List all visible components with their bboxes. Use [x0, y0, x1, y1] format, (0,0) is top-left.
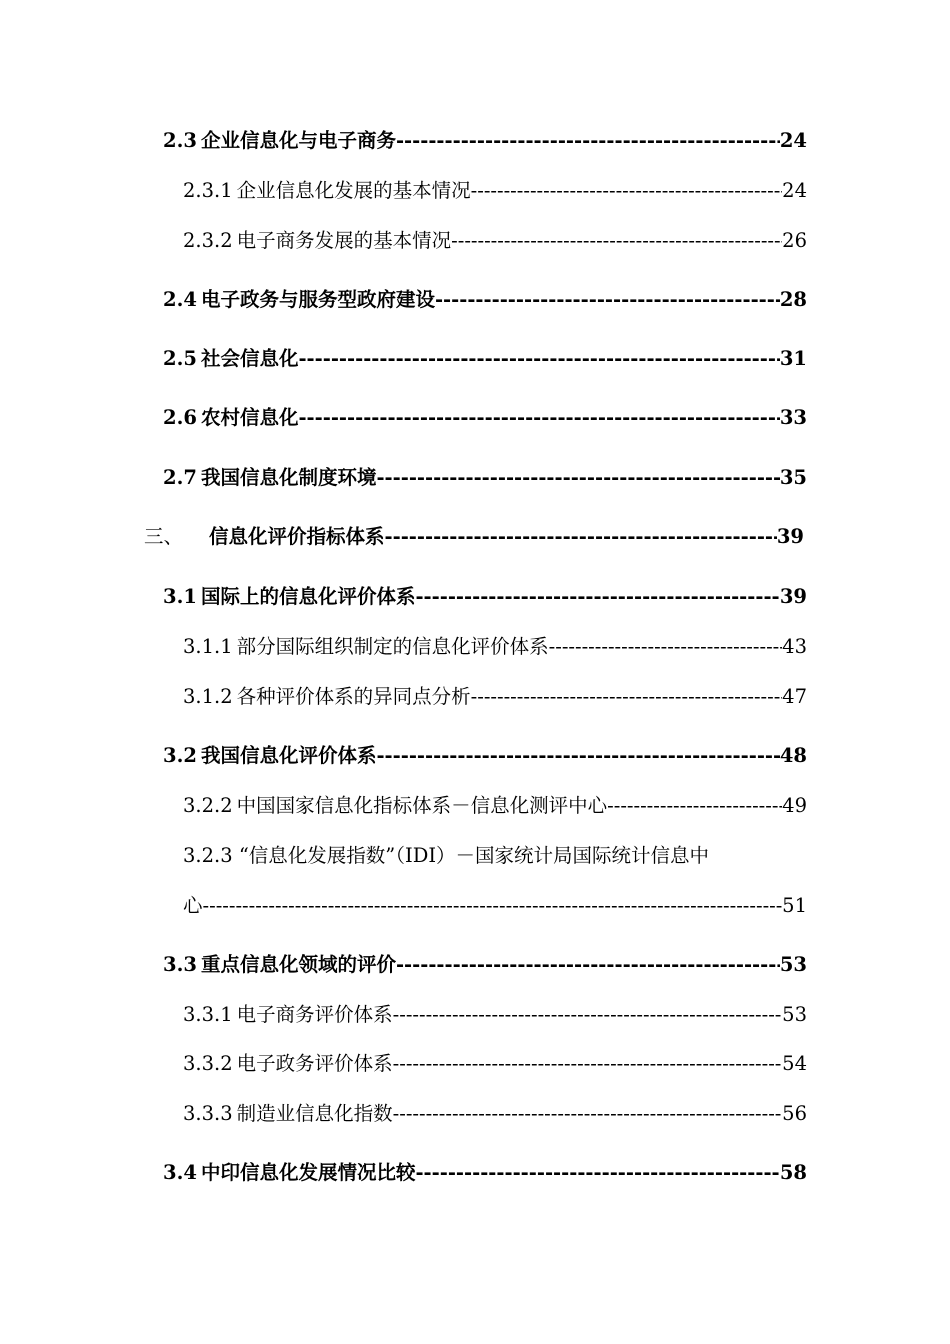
toc-number: 2.4: [163, 288, 197, 311]
toc-number: 3.1.2: [183, 685, 233, 708]
toc-entry-3-3[interactable]: [163, 952, 807, 978]
toc-title: 心: [183, 894, 203, 917]
toc-title: 中印信息化发展情况比较: [200, 1161, 416, 1184]
toc-page: 24: [782, 179, 807, 202]
toc-leader: [396, 128, 780, 154]
toc-title: 农村信息化: [200, 406, 299, 429]
toc-title: 我国信息化评价体系: [200, 744, 377, 767]
toc-title: 部分国际组织制定的信息化评价体系: [236, 635, 549, 658]
toc-number: 3.2.3: [183, 844, 233, 867]
toc-title: 电子商务评价体系: [236, 1003, 393, 1026]
toc-title: 制造业信息化指数: [236, 1102, 393, 1125]
toc-entry-3-3-3[interactable]: [183, 1101, 807, 1127]
toc-page: 43: [782, 635, 807, 658]
toc-page: 47: [782, 685, 807, 708]
toc-page: 28: [779, 288, 807, 311]
toc-leader: [471, 178, 783, 204]
toc-page: 26: [782, 229, 807, 252]
toc-entry-3-2-2[interactable]: [183, 793, 807, 819]
toc-leader: [607, 793, 782, 819]
toc-leader: [298, 346, 779, 372]
toc-entry-2-3[interactable]: [163, 128, 807, 154]
toc-entry-2-4[interactable]: [163, 287, 807, 313]
toc-number: 3.2: [163, 744, 197, 767]
toc-title: “信息化发展指数”（IDI）－国家统计局国际统计信息中: [238, 844, 710, 867]
toc-title: 中国国家信息化指标体系－信息化测评中心: [236, 794, 608, 817]
toc-number: 3.1.1: [183, 635, 233, 658]
toc-entry-3-2-3-continued[interactable]: [183, 893, 807, 919]
toc-page: 48: [779, 744, 807, 767]
toc-page: 51: [782, 894, 807, 917]
toc-number: 2.7: [163, 466, 197, 489]
toc-number: 2.3.2: [183, 229, 233, 252]
toc-title: 我国信息化制度环境: [200, 466, 377, 489]
toc-number: 三、: [144, 525, 184, 548]
toc-leader: [435, 287, 780, 313]
toc-entry-3-3-2[interactable]: [183, 1051, 807, 1077]
toc-title: 信息化评价指标体系: [209, 525, 385, 548]
toc-page: 53: [782, 1003, 807, 1026]
toc-title: 各种评价体系的异同点分析: [236, 685, 471, 708]
toc-number: 3.3.2: [183, 1052, 233, 1075]
toc-number: 2.5: [163, 347, 197, 370]
toc-entry-3-2[interactable]: [163, 743, 807, 769]
toc-entry-2-7[interactable]: [163, 465, 807, 491]
toc-entry-2-3-1[interactable]: [183, 178, 807, 204]
toc-number: 3.3.1: [183, 1003, 233, 1026]
toc-number: 3.2.2: [183, 794, 233, 817]
toc-entry-2-6[interactable]: [163, 405, 807, 431]
toc-number: 3.4: [163, 1161, 197, 1184]
toc-page: 58: [779, 1161, 807, 1184]
toc-title: 企业信息化发展的基本情况: [236, 179, 471, 202]
toc-number: 2.3: [163, 129, 197, 152]
toc-leader: [393, 1002, 783, 1028]
toc-title: 电子政务评价体系: [236, 1052, 393, 1075]
toc-number: 3.3.3: [183, 1102, 233, 1125]
toc-leader: [415, 584, 779, 610]
toc-page: 53: [779, 953, 807, 976]
toc-title: 重点信息化领域的评价: [200, 953, 396, 976]
toc-entry-2-5[interactable]: [163, 346, 807, 372]
toc-entry-3-3-1[interactable]: [183, 1002, 807, 1028]
toc-leader: [385, 524, 777, 550]
toc-leader: [393, 1051, 783, 1077]
toc-page: 31: [779, 347, 807, 370]
toc-entry-3-1-2[interactable]: [183, 684, 807, 710]
toc-leader: [376, 465, 779, 491]
toc-page: 39: [776, 525, 804, 548]
toc-entry-3-1[interactable]: [163, 584, 807, 610]
toc-leader: [415, 1160, 779, 1186]
toc-entry-chapter-3[interactable]: [144, 524, 804, 550]
toc-page: 24: [779, 129, 807, 152]
toc-entry-3-2-3[interactable]: [183, 843, 807, 869]
toc-number: 3.1: [163, 585, 197, 608]
toc-page: 33: [779, 406, 807, 429]
toc-title: 社会信息化: [200, 347, 299, 370]
toc-title: 国际上的信息化评价体系: [200, 585, 416, 608]
toc-page: 54: [782, 1052, 807, 1075]
toc-number: 2.3.1: [183, 179, 233, 202]
toc-leader: [393, 1101, 783, 1127]
toc-leader: [451, 228, 782, 254]
toc-leader: [376, 743, 779, 769]
toc-leader: [298, 405, 779, 431]
toc-entry-2-3-2[interactable]: [183, 228, 807, 254]
toc-page: 39: [779, 585, 807, 608]
toc-leader: [549, 634, 783, 660]
toc-title: 电子政务与服务型政府建设: [200, 288, 435, 311]
toc-leader: [203, 893, 783, 919]
toc-page: 49: [782, 794, 807, 817]
toc-entry-3-1-1[interactable]: [183, 634, 807, 660]
toc-title: 电子商务发展的基本情况: [236, 229, 452, 252]
toc-page: 56: [782, 1102, 807, 1125]
toc-title: 企业信息化与电子商务: [200, 129, 396, 152]
toc-page: 35: [779, 466, 807, 489]
toc-entry-3-4[interactable]: [163, 1160, 807, 1186]
toc-number: 3.3: [163, 953, 197, 976]
toc-number: 2.6: [163, 406, 197, 429]
toc-leader: [471, 684, 783, 710]
toc-leader: [396, 952, 780, 978]
